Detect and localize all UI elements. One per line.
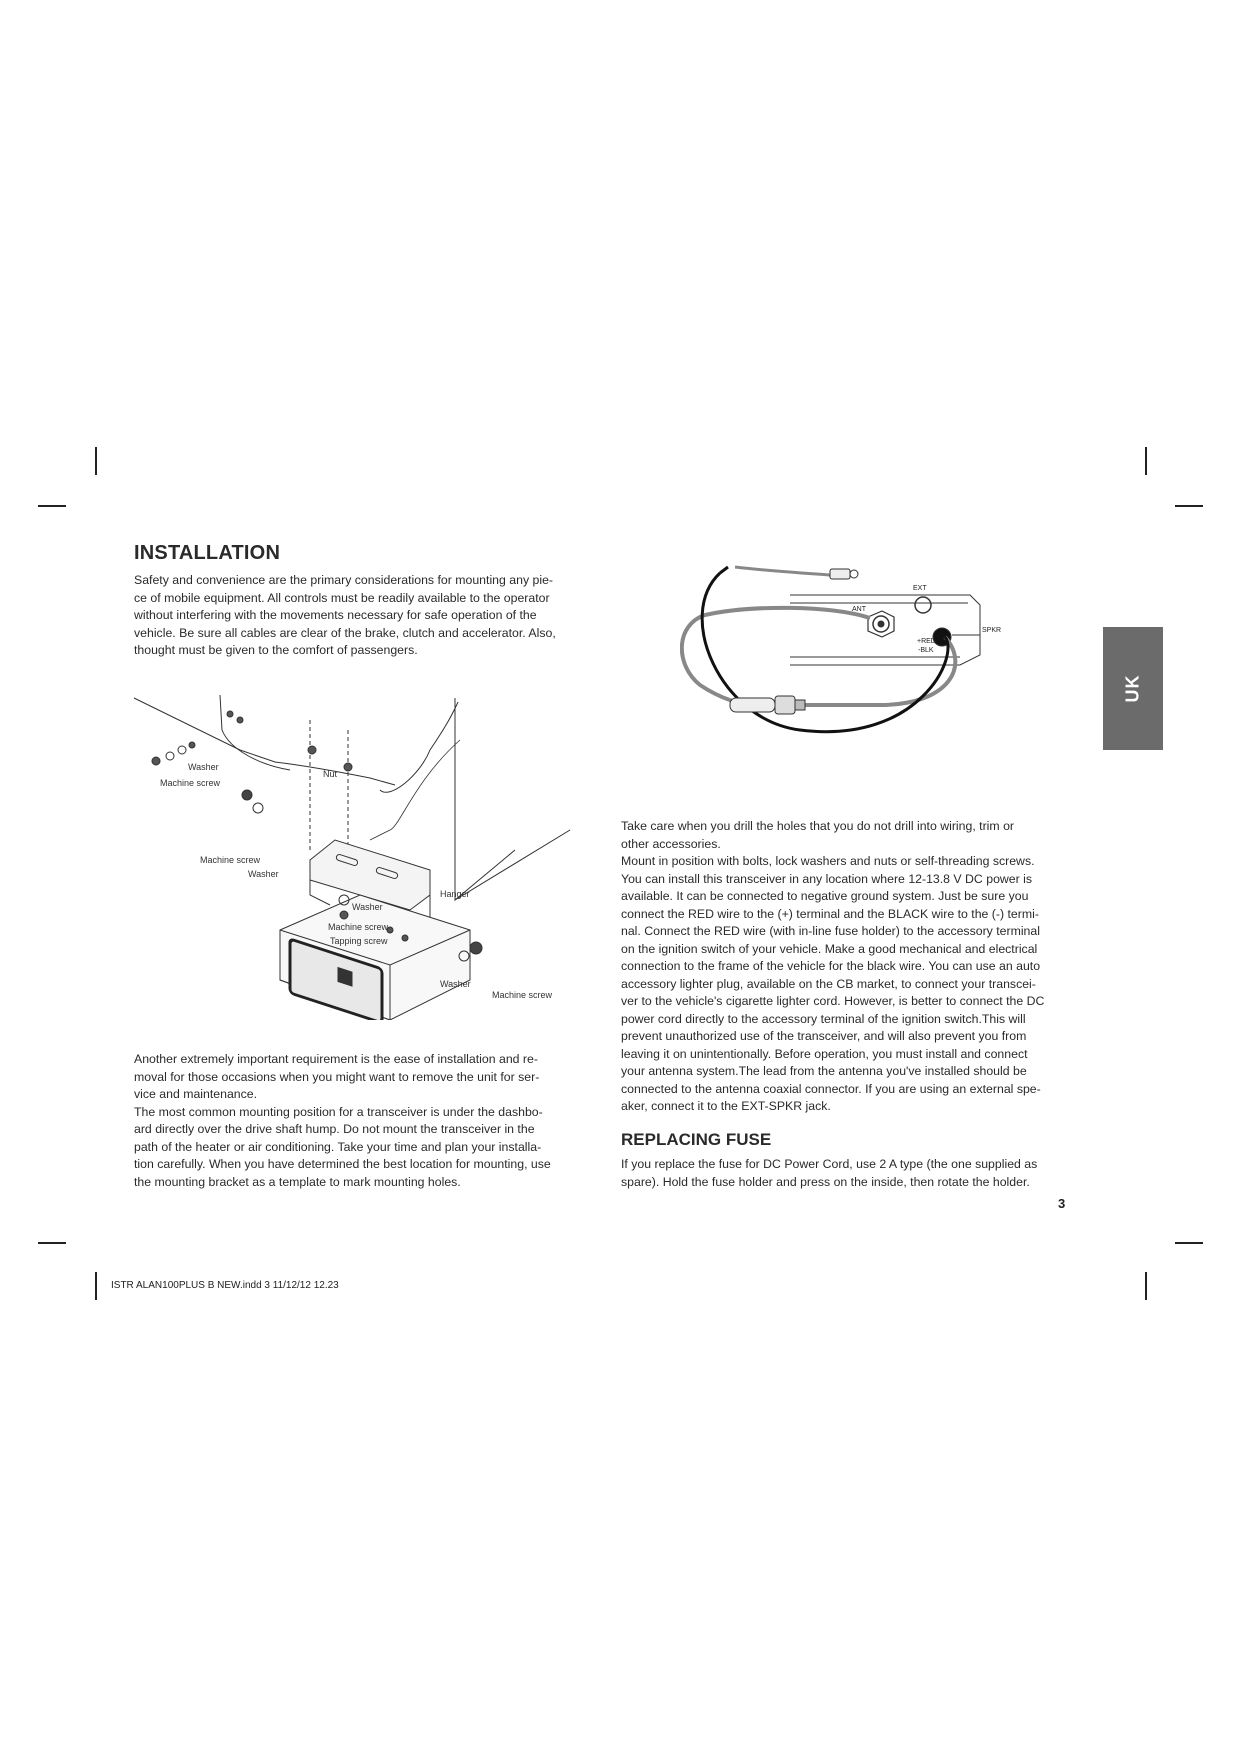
text-line: connected to the antenna coaxial connector. If you are using an external spe- <box>621 1081 1041 1096</box>
requirement-paragraph <box>134 1051 582 1191</box>
crop-mark <box>38 1242 66 1244</box>
text-line: path of the heater or air conditioning. Take your time and plan your installa- <box>134 1139 542 1154</box>
text-line: without interfering with the movements necessary for safe operation of the <box>134 608 537 622</box>
text-line: spare). Hold the fuse holder and press on the inside, then rotate the holder. <box>621 1174 1030 1189</box>
crop-mark <box>95 1272 97 1300</box>
text-line: aker, connect it to the EXT-SPKR jack. <box>621 1099 831 1113</box>
crop-mark <box>1145 1272 1147 1300</box>
fuse-paragraph <box>621 1156 1069 1191</box>
label-machine-screw-right: Machine screw <box>492 990 553 1000</box>
label-hanger: Hanger <box>440 889 470 899</box>
text-line: vehicle. Be sure all cables are clear of the brake, clutch and accelerator. Also, <box>134 625 556 640</box>
label-machine-screw-mid: Machine screw <box>328 922 389 932</box>
text-line: ard directly over the drive shaft hump. Do not mount the transceiver in the <box>134 1122 535 1136</box>
label-tapping-screw: Tapping screw <box>330 936 388 946</box>
label-washer-mid: Washer <box>352 902 383 912</box>
text-line: ce of mobile equipment. All controls must be readily available to the operator <box>134 590 550 605</box>
label-machine-screw-top: Machine screw <box>160 778 221 788</box>
text-line: You can install this transceiver in any location where 12-13.8 V DC power is <box>621 871 1033 886</box>
label-ant: ANT <box>852 606 866 613</box>
page-number: 3 <box>1058 1196 1066 1211</box>
label-ext: EXT <box>913 585 927 592</box>
label-machine-screw-left: Machine screw <box>200 855 261 865</box>
wiring-diagram <box>680 555 1010 745</box>
text-line: available. It can be connected to negative ground system. Just be sure you <box>621 889 1029 903</box>
text-line: ver to the vehicle's cigarette lighter cord. However, is better to connect the DC <box>621 994 1045 1008</box>
crop-mark <box>1175 1242 1203 1244</box>
label-spkr: SPKR <box>982 627 1002 634</box>
text-line: prevent unauthorized use of the transceiver, and will also prevent you from <box>621 1029 1027 1043</box>
text-line: power cord directly to the accessory terminal of the ignition switch.This will <box>621 1011 1026 1026</box>
label-washer-top: Washer <box>188 762 219 772</box>
crop-mark <box>95 447 97 475</box>
text-line: Take care when you drill the holes that you do not drill into wiring, trim or <box>621 819 1015 833</box>
text-line: connection to the frame of the vehicle for the black wire. You can use an auto <box>621 959 1041 973</box>
text-line: the mounting bracket as a template to mark mounting holes. <box>134 1174 461 1189</box>
text-line: Safety and convenience are the primary considerations for mounting any pie- <box>134 573 554 587</box>
text-line: moval for those occasions when you might want to remove the unit for ser- <box>134 1069 540 1084</box>
crop-mark <box>1145 447 1147 475</box>
text-line: If you replace the fuse for DC Power Cord, use 2 A type (the one supplied as <box>621 1157 1038 1171</box>
text-line: leaving it on unintentionally. Before operation, you must install and connect <box>621 1046 1028 1061</box>
language-tab-label: UK <box>1122 674 1143 703</box>
text-line: connect the RED wire to the (+) terminal and the BLACK wire to the (-) termi- <box>621 906 1039 921</box>
label-blk: -BLK <box>918 647 934 654</box>
text-line: accessory lighter plug, available on the CB market, to connect your transcei- <box>621 976 1036 991</box>
page-title: INSTALLATION <box>134 542 281 564</box>
text-line: other accessories. <box>621 836 721 851</box>
mounting-diagram <box>130 690 590 1020</box>
print-slug: ISTR ALAN100PLUS B NEW.indd 3 11/12/12 12.23 <box>111 1280 339 1291</box>
crop-mark <box>1175 505 1203 507</box>
intro-paragraph <box>134 572 582 660</box>
text-line: thought must be given to the comfort of passengers. <box>134 643 418 657</box>
section-title-replacing-fuse: REPLACING FUSE <box>621 1130 772 1149</box>
text-line: tion carefully. When you have determined the best location for mounting, use <box>134 1157 551 1171</box>
language-tab <box>1103 627 1163 750</box>
text-line: your antenna system.The lead from the antenna you've installed should be <box>621 1064 1027 1078</box>
label-red: +RED <box>917 638 936 645</box>
label-nut: Nut <box>323 769 338 779</box>
text-line: vice and maintenance. <box>134 1087 258 1101</box>
text-line: Mount in position with bolts, lock washers and nuts or self-threading screws. <box>621 854 1035 868</box>
text-line: Another extremely important requirement is the ease of installation and re- <box>134 1052 538 1066</box>
label-washer-left: Washer <box>248 869 279 879</box>
text-line: on the ignition switch of your vehicle. Make a good mechanical and electrical <box>621 941 1038 956</box>
mounting-instructions-paragraph <box>621 818 1069 1116</box>
label-washer-bottom: Washer <box>440 979 471 989</box>
crop-mark <box>38 505 66 507</box>
text-line: The most common mounting position for a transceiver is under the dashbo- <box>134 1104 543 1119</box>
text-line: nal. Connect the RED wire (with in-line fuse holder) to the accessory terminal <box>621 924 1040 938</box>
